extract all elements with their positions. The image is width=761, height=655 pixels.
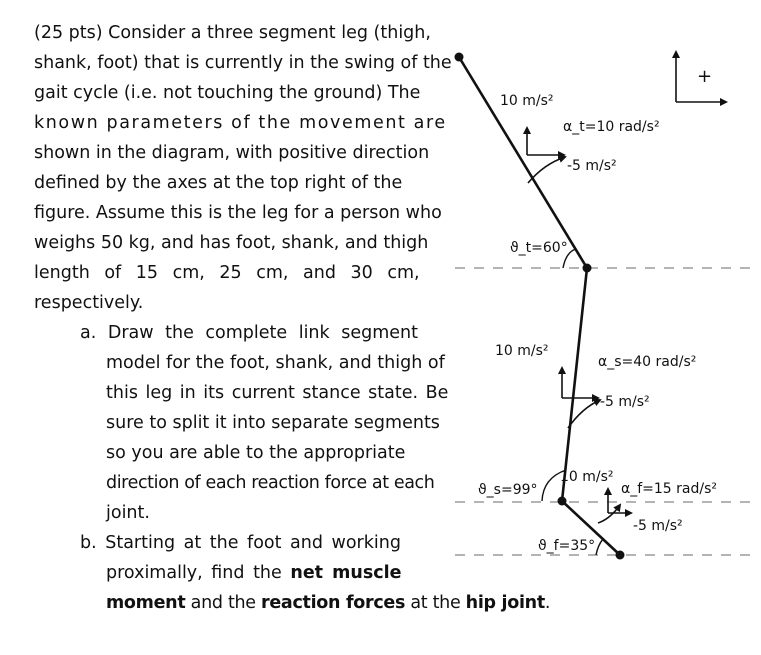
- part-b-line: moment and the reaction forces at the hip joint.: [106, 593, 551, 613]
- problem-line: weighs 50 kg, and has foot, shank, and thigh: [34, 233, 429, 253]
- ankle-joint: [558, 497, 567, 506]
- thigh-angle-label: ϑ_t=60°: [510, 240, 568, 256]
- part-a-line: so you are able to the appropriate: [106, 443, 406, 463]
- shank-angle-label: ϑ_s=99°: [478, 482, 538, 498]
- problem-line: shown in the diagram, with positive direction: [34, 143, 430, 163]
- foot-angular-arrow: [598, 505, 620, 523]
- axes-icon: [676, 52, 726, 102]
- shank-linear-acc-label: 10 m/s²: [495, 343, 549, 359]
- problem-line: respectively.: [34, 293, 144, 313]
- problem-line: length of 15 cm, 25 cm, and 30 cm,: [34, 263, 420, 283]
- foot-angular-acc-label: α_f=15 rad/s²: [621, 481, 717, 497]
- hip-joint: [455, 53, 464, 62]
- problem-line: known parameters of the movement are: [34, 113, 447, 133]
- part-a-line: direction of each reaction force at each: [106, 473, 435, 493]
- problem-line: (25 pts) Consider a three segment leg (thigh,: [34, 23, 431, 43]
- shank-vert-acc-label: -5 m/s²: [600, 394, 650, 410]
- part-b-line: proximally, find the net muscle: [106, 563, 402, 583]
- shank-segment: [562, 268, 587, 501]
- part-a-line: model for the foot, shank, and thigh of: [106, 353, 445, 373]
- foot-vert-acc-label: -5 m/s²: [633, 518, 683, 534]
- part-a-line: a. Draw the complete link segment: [80, 323, 418, 343]
- part-a-line: this leg in its current stance state. Be: [106, 383, 449, 403]
- problem-line: shank, foot) that is currently in the swing of the: [34, 53, 452, 73]
- problem-line: gait cycle (i.e. not touching the ground) The: [34, 83, 421, 103]
- axes-plus: +: [697, 66, 713, 87]
- knee-joint: [583, 264, 592, 273]
- foot-linear-acc-label: 10 m/s²: [560, 469, 614, 485]
- toe-joint: [616, 551, 625, 560]
- foot-angle-arc: [596, 539, 603, 555]
- foot-angle-label: ϑ_f=35°: [538, 538, 596, 554]
- problem-line: defined by the axes at the top right of the: [34, 173, 403, 193]
- shank-angular-acc-label: α_s=40 rad/s²: [598, 354, 697, 370]
- thigh-angular-acc-label: α_t=10 rad/s²: [563, 119, 660, 135]
- part-a-line: joint.: [106, 503, 150, 523]
- part-b-line: b. Starting at the foot and working: [80, 533, 401, 553]
- problem-line: figure. Assume this is the leg for a person who: [34, 203, 442, 223]
- thigh-linear-acc-label: 10 m/s²: [500, 93, 554, 109]
- thigh-vert-acc-label: -5 m/s²: [567, 158, 617, 174]
- part-a-line: sure to split it into separate segments: [106, 413, 440, 433]
